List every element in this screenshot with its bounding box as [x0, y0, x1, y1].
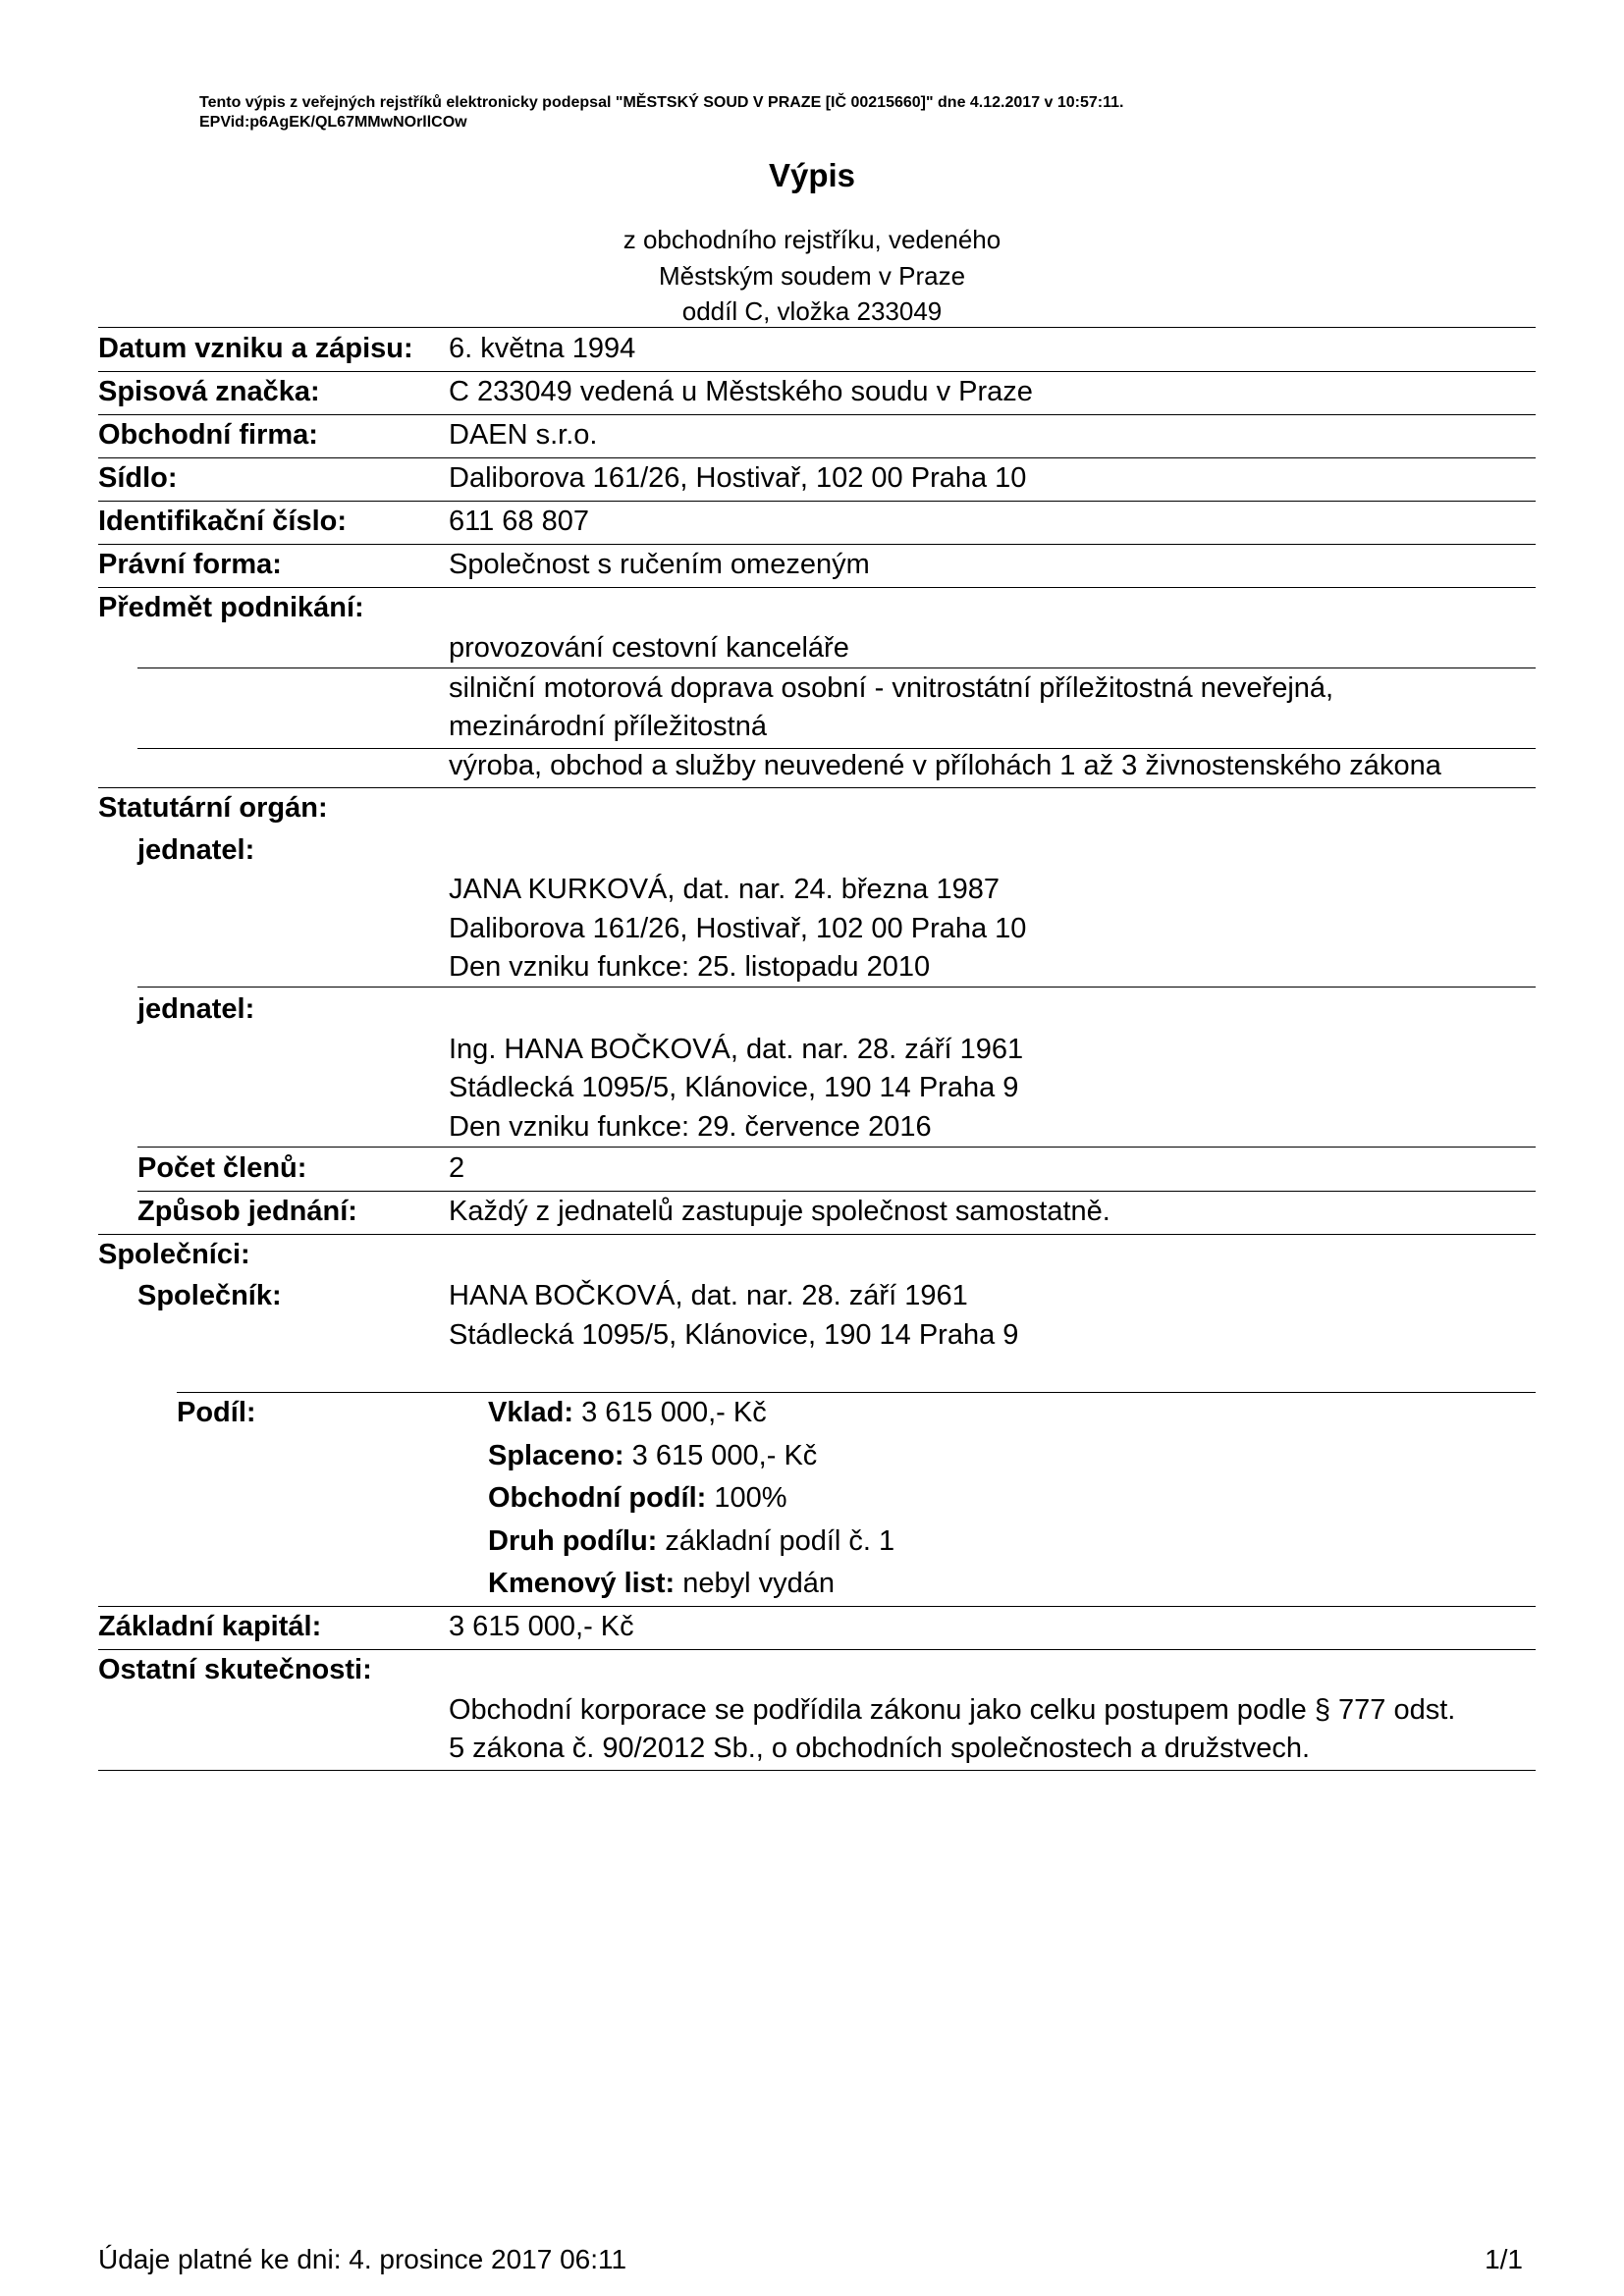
activity-item: mezinárodní příležitostná	[449, 711, 767, 742]
share-key: Splaceno:	[488, 1440, 624, 1471]
executive-label: jednatel:	[137, 834, 255, 866]
other-facts-label: Ostatní skutečnosti:	[98, 1654, 372, 1685]
id-number-value: 611 68 807	[449, 506, 589, 537]
divider	[98, 787, 1536, 788]
share-key: Obchodní podíl:	[488, 1482, 707, 1514]
seat-label: Sídlo:	[98, 462, 178, 494]
executive-start-date: Den vzniku funkce: 25. listopadu 2010	[449, 951, 931, 983]
document-subtitle	[0, 222, 1624, 330]
seat-value: Daliborova 161/26, Hostivař, 102 00 Praha 10	[449, 462, 1027, 494]
share-value: 100%	[714, 1482, 787, 1514]
company-name-label: Obchodní firma:	[98, 419, 318, 451]
other-facts-line: Obchodní korporace se podřídila zákonu jako celku postupem podle § 777 odst.	[449, 1694, 1456, 1726]
share-value: nebyl vydán	[682, 1568, 836, 1599]
document-title: Výpis	[768, 157, 856, 193]
share-key: Vklad:	[488, 1397, 574, 1428]
activity-item: provozování cestovní kanceláře	[449, 632, 849, 664]
epvid-line: EPVid:p6AgEK/QL67MMwNOrllCOw	[199, 114, 467, 131]
business-activities-label: Předmět podnikání:	[98, 592, 364, 623]
divider	[177, 1392, 1536, 1393]
legal-form-value: Společnost s ručením omezeným	[449, 549, 870, 580]
share-key: Druh podílu:	[488, 1525, 658, 1557]
acting-method-value: Každý z jednatelů zastupuje společnost samostatně.	[449, 1196, 1110, 1227]
registered-capital-value: 3 615 000,- Kč	[449, 1611, 634, 1642]
executive-name: Ing. HANA BOČKOVÁ, dat. nar. 28. září 1961	[449, 1034, 1024, 1065]
partner-name: HANA BOČKOVÁ, dat. nar. 28. září 1961	[449, 1280, 968, 1311]
founding-date-value: 6. května 1994	[449, 333, 636, 364]
other-facts-line: 5 zákona č. 90/2012 Sb., o obchodních společnostech a družstvech.	[449, 1733, 1311, 1764]
share-value: 3 615 000,- Kč	[631, 1440, 818, 1471]
electronic-signature-note	[199, 93, 1123, 133]
subtitle-line: oddíl C, vložka 233049	[681, 296, 943, 326]
share-certificate	[488, 1567, 835, 1600]
divider	[98, 1234, 1536, 1235]
partner-label: Společník:	[137, 1280, 282, 1311]
page-number: 1/1	[1485, 2244, 1523, 2274]
executive-label: jednatel:	[137, 993, 255, 1025]
divider	[98, 587, 1536, 588]
executive-address: Daliborova 161/26, Hostivař, 102 00 Praha 10	[449, 913, 1027, 944]
divider	[137, 1191, 1536, 1192]
divider	[98, 327, 1536, 328]
divider	[137, 987, 1536, 988]
divider	[98, 501, 1536, 502]
signature-line: Tento výpis z veřejných rejstříků elektronicky podepsal "MĚSTSKÝ SOUD V PRAZE [IČ 00215660]" dne 4.12.2017 v 10:57:11.	[199, 94, 1124, 111]
share-value: základní podíl č. 1	[665, 1525, 895, 1557]
registered-capital-label: Základní kapitál:	[98, 1611, 322, 1642]
partner-address: Stádlecká 1095/5, Klánovice, 190 14 Praha 9	[449, 1319, 1019, 1351]
divider	[98, 371, 1536, 372]
divider	[98, 1606, 1536, 1607]
share-key: Kmenový list:	[488, 1568, 676, 1599]
share-paid	[488, 1439, 817, 1472]
partners-label: Společníci:	[98, 1239, 250, 1270]
divider	[137, 1147, 1536, 1148]
founding-date-label: Datum vzniku a zápisu:	[98, 333, 413, 364]
activity-item: silniční motorová doprava osobní - vnitrostátní příležitostná neveřejná,	[449, 672, 1334, 704]
share-label: Podíl:	[177, 1397, 256, 1428]
subtitle-line: z obchodního rejstříku, vedeného	[623, 225, 1001, 254]
valid-as-of-date: Údaje platné ke dni: 4. prosince 2017 06:11	[98, 2244, 627, 2274]
id-number-label: Identifikační číslo:	[98, 506, 347, 537]
divider	[137, 667, 1536, 668]
company-name-value: DAEN s.r.o.	[449, 419, 598, 451]
member-count-label: Počet členů:	[137, 1152, 307, 1184]
member-count-value: 2	[449, 1152, 465, 1184]
share-type	[488, 1524, 894, 1558]
subtitle-line: Městským soudem v Praze	[658, 260, 966, 291]
file-number-value: C 233049 vedená u Městského soudu v Praze	[449, 376, 1033, 407]
share-value: 3 615 000,- Kč	[581, 1397, 767, 1428]
share-percentage	[488, 1481, 787, 1515]
divider	[98, 1649, 1536, 1650]
legal-form-label: Právní forma:	[98, 549, 282, 580]
executive-start-date: Den vzniku funkce: 29. července 2016	[449, 1111, 932, 1143]
executive-name: JANA KURKOVÁ, dat. nar. 24. března 1987	[449, 874, 1000, 905]
divider	[98, 414, 1536, 415]
activity-item: výroba, obchod a služby neuvedené v přílohách 1 až 3 živnostenského zákona	[449, 750, 1441, 781]
executive-address: Stádlecká 1095/5, Klánovice, 190 14 Praha 9	[449, 1072, 1019, 1103]
share-deposit	[488, 1396, 767, 1429]
file-number-label: Spisová značka:	[98, 376, 320, 407]
statutory-body-label: Statutární orgán:	[98, 792, 328, 824]
divider	[98, 457, 1536, 458]
acting-method-label: Způsob jednání:	[137, 1196, 357, 1227]
divider	[98, 1770, 1536, 1771]
divider	[98, 544, 1536, 545]
